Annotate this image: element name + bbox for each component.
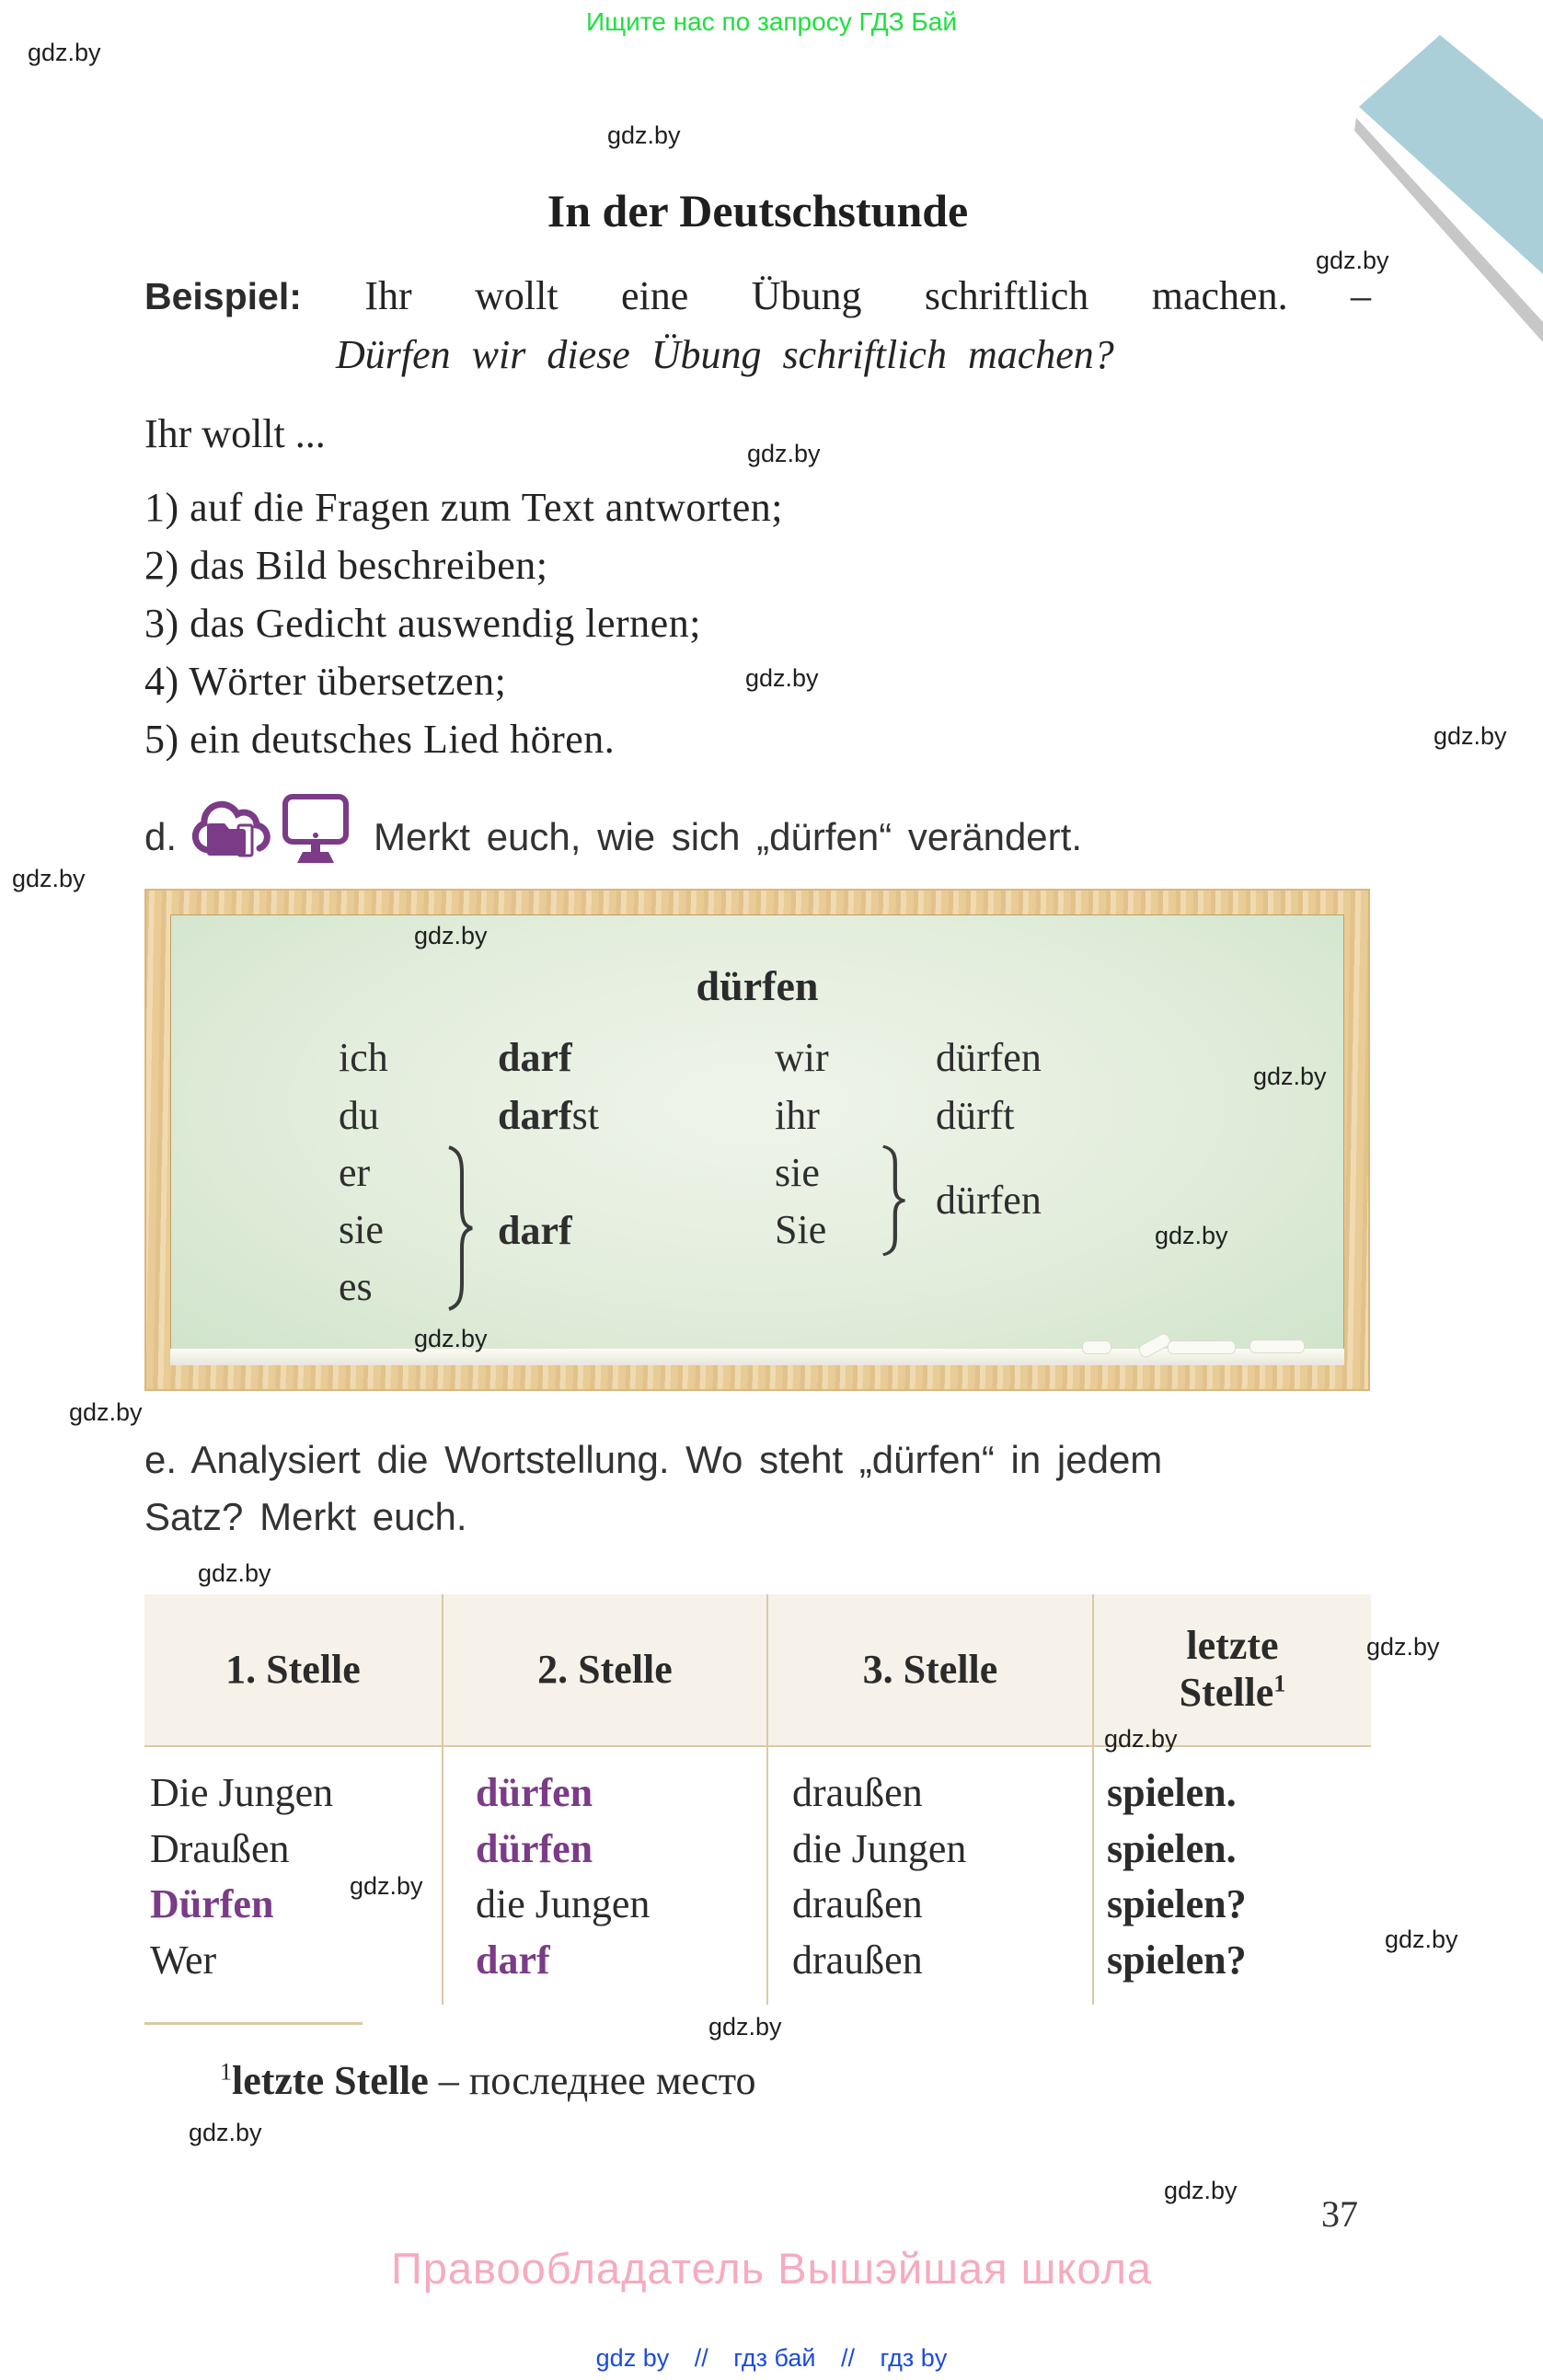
word-order-table	[144, 1594, 1371, 2005]
footer-link[interactable]: gdz by	[595, 2344, 670, 2372]
item-text: Wörter übersetzen;	[189, 659, 507, 704]
watermark: gdz.by	[745, 664, 819, 692]
watermark: gdz.by	[1434, 722, 1507, 750]
pronoun: ich	[339, 1035, 388, 1080]
list-item	[144, 484, 783, 531]
promo-banner: Ищите нас по запросу ГДЗ Бай	[585, 7, 958, 36]
item-text: das Gedicht auswendig lernen;	[190, 601, 701, 646]
watermark: gdz.by	[198, 1559, 271, 1587]
chalk-piece	[1082, 1340, 1111, 1354]
pronoun: ihr	[775, 1093, 820, 1138]
column-header	[1094, 1594, 1371, 1745]
watermark: gdz.by	[69, 1398, 143, 1426]
verb-form: darf	[498, 1208, 572, 1253]
task-e-line1: e. Analysiert die Wortstellung. Wo steht „dürfen“ in jedem	[144, 1438, 1163, 1481]
list-item	[144, 658, 506, 705]
list-item	[144, 600, 701, 647]
pronoun: es	[339, 1264, 373, 1309]
item-number: 2)	[144, 543, 179, 588]
page-corner-decoration	[1354, 0, 1543, 342]
chalkboard	[144, 889, 1370, 1391]
item-number: 5)	[144, 717, 179, 762]
footer-link[interactable]: гдз by	[880, 2344, 948, 2372]
corner-fold	[1354, 0, 1543, 342]
verb-stem: darf	[498, 1093, 572, 1138]
watermark: gdz.by	[1104, 1725, 1178, 1753]
column-header: 1. Stelle	[225, 1646, 361, 1692]
item-number: 4)	[144, 659, 179, 704]
cloud-folder-icon	[186, 795, 271, 865]
table-cell: Die Jungen	[150, 1770, 334, 1815]
watermark: gdz.by	[1155, 1222, 1228, 1249]
verb-ending: st	[571, 1093, 600, 1138]
watermark: gdz.by	[1164, 2177, 1238, 2204]
watermark: gdz.by	[414, 922, 488, 949]
table-cell: spielen.	[1107, 1826, 1237, 1871]
footnote	[220, 2057, 755, 2104]
footer-separator: //	[841, 2344, 856, 2372]
pronoun: er	[339, 1150, 371, 1195]
table-cell: spielen.	[1107, 1770, 1237, 1815]
watermark: gdz.by	[1366, 1633, 1440, 1661]
footnote-marker: 1	[1273, 1670, 1286, 1697]
item-number: 1)	[144, 485, 179, 530]
watermark: gdz.by	[708, 2013, 782, 2041]
pronoun: wir	[775, 1035, 829, 1080]
table-cell: spielen?	[1107, 1937, 1247, 1983]
task-e-line2: Satz? Merkt euch.	[144, 1495, 467, 1538]
watermark: gdz.by	[28, 39, 101, 66]
chalk-piece	[1168, 1340, 1236, 1354]
item-number: 3)	[144, 601, 179, 646]
pronoun: du	[339, 1093, 379, 1138]
table-cell: draußen	[792, 1770, 923, 1815]
watermark: gdz.by	[12, 865, 86, 892]
watermark: gdz.by	[350, 1872, 423, 1900]
task-d	[144, 793, 1082, 874]
task-d-label: d.	[144, 815, 178, 858]
footnote-marker: 1	[220, 2058, 232, 2086]
watermark: gdz.by	[1385, 1926, 1458, 1953]
watermark: gdz.by	[607, 121, 681, 149]
footnote-separator	[144, 2022, 363, 2025]
pronoun: sie	[339, 1207, 384, 1252]
table-cell: dürfen	[476, 1770, 593, 1815]
watermark: gdz.by	[414, 1325, 488, 1352]
footnote-term: letzte Stelle	[232, 2058, 429, 2103]
table-cell: Dürfen	[150, 1881, 274, 1926]
table-cell: draußen	[792, 1937, 923, 1983]
watermark: gdz.by	[1253, 1063, 1327, 1090]
example-label: Beispiel:	[144, 275, 302, 317]
example-answer: Dürfen wir diese Übung schriftlich machen?	[336, 332, 1114, 377]
example-sentence	[144, 272, 1371, 319]
table-cell: draußen	[792, 1881, 923, 1926]
brace-icon	[446, 1144, 474, 1312]
watermark: gdz.by	[1316, 247, 1389, 274]
table-cell: dürfen	[476, 1826, 593, 1871]
pronoun: sie	[775, 1150, 820, 1195]
page-number: 37	[1321, 2193, 1358, 2235]
item-text: ein deutsches Lied hören.	[190, 717, 616, 762]
verb-form	[498, 1092, 599, 1139]
chalkboard-surface	[170, 914, 1344, 1365]
board-title: dürfen	[696, 962, 819, 1009]
brace-icon	[881, 1144, 906, 1257]
page-title: In der Deutschstunde	[547, 185, 969, 236]
table-cell: Wer	[150, 1937, 217, 1983]
table-cell: die Jungen	[476, 1881, 651, 1926]
table-cell: darf	[476, 1937, 550, 1983]
intro-line: Ihr wollt ...	[144, 411, 326, 456]
footer-separator: //	[694, 2344, 708, 2372]
verb-form: dürft	[936, 1093, 1015, 1138]
verb-form: dürfen	[936, 1178, 1042, 1223]
list-item	[144, 716, 615, 763]
table-cell: Draußen	[150, 1826, 290, 1871]
monitor-icon	[282, 793, 350, 865]
example-text: Ihr wollt eine Übung schriftlich machen. –	[364, 273, 1372, 318]
task-d-text: Merkt euch, wie sich „dürfen“ verändert.	[374, 815, 1082, 858]
column-header: 2. Stelle	[537, 1646, 673, 1692]
copyright-line: Правообладатель Вышэйшая школа	[390, 2244, 1153, 2293]
footnote-translation: – последнее место	[428, 2058, 756, 2103]
verb-form: darf	[498, 1035, 572, 1080]
item-text: auf die Fragen zum Text antworten;	[190, 485, 783, 530]
header-last-stelle: letzte Stelle$^1$	[1179, 1623, 1286, 1715]
item-text: das Bild beschreiben;	[190, 543, 548, 588]
watermark: gdz.by	[189, 2119, 262, 2146]
chalk-piece	[1249, 1339, 1305, 1353]
table-cell: spielen?	[1107, 1881, 1247, 1926]
watermark: gdz.by	[747, 440, 821, 467]
list-item	[144, 542, 547, 589]
table-cell: die Jungen	[792, 1826, 967, 1871]
pronoun: Sie	[775, 1207, 827, 1252]
verb-form: dürfen	[936, 1035, 1042, 1080]
column-header: 3. Stelle	[862, 1646, 998, 1692]
footer-links	[0, 2344, 1543, 2373]
footer-link[interactable]: гдз бай	[733, 2344, 816, 2372]
header-divider	[144, 1745, 1371, 1747]
